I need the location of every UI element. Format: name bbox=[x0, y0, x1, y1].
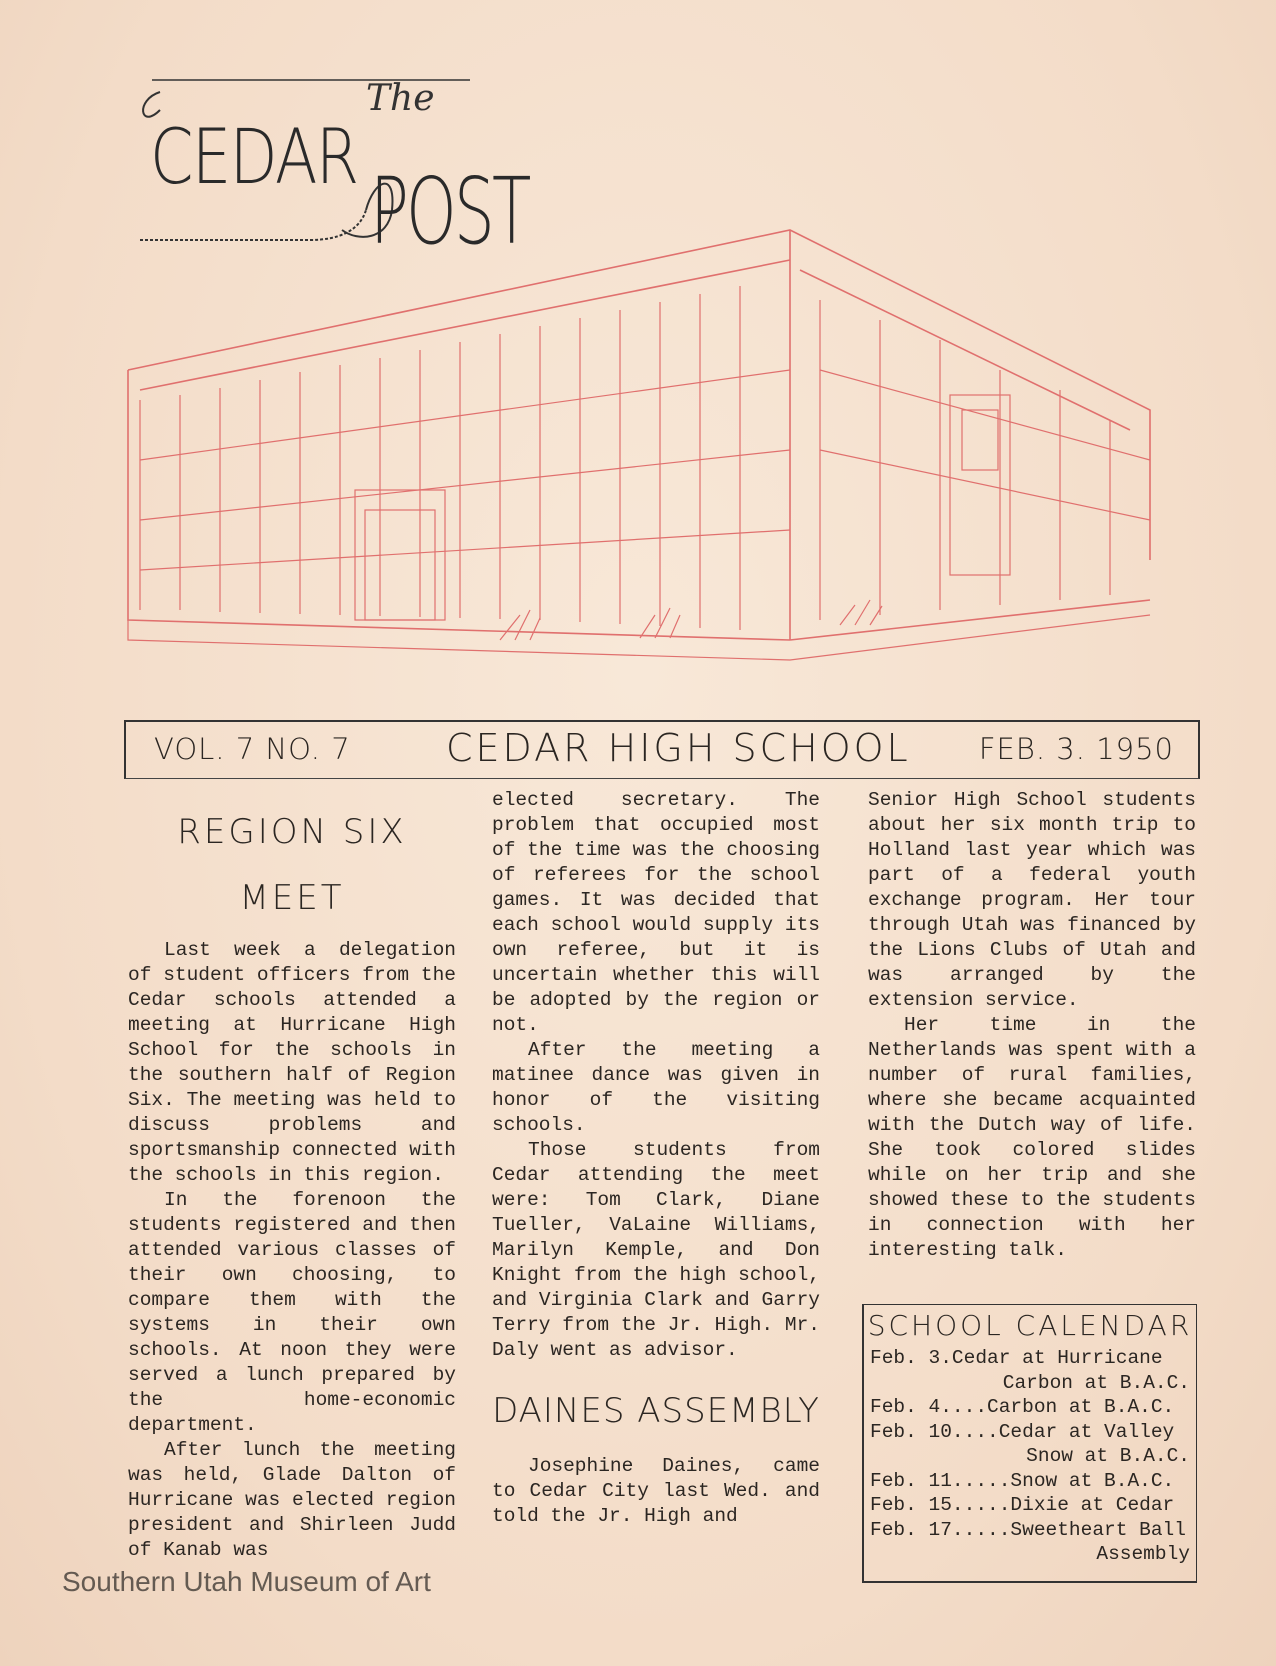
column-1 bbox=[128, 788, 456, 1563]
article-paragraph: Josephine Daines, came to Cedar City last Wed. and told the Jr. High and bbox=[492, 1455, 820, 1527]
school-calendar-box bbox=[862, 1304, 1197, 1583]
volume-number: VOL. 7 NO. 7 bbox=[154, 732, 351, 766]
masthead-post: POST bbox=[370, 158, 529, 265]
headline-meet: MEET bbox=[239, 878, 345, 918]
calendar-row: Feb. 3.Cedar at Hurricane bbox=[870, 1347, 1163, 1369]
calendar-row: Assembly bbox=[1096, 1543, 1190, 1565]
calendar-row: Feb. 4....Carbon at B.A.C. bbox=[870, 1396, 1175, 1418]
headline-daines-assembly: DAINES ASSEMBLY bbox=[492, 1391, 820, 1431]
column-2 bbox=[492, 788, 820, 1529]
article-paragraph: Last week a delegation of student officers from the Cedar schools attended a meeting at Hurricane High School for the schools in the southern half of Region Six. The meeting was held to discuss problems and sportsmanship connected with the schools in this region. bbox=[128, 939, 456, 1186]
school-name: CEDAR HIGH SCHOOL bbox=[446, 726, 911, 770]
calendar-title: SCHOOL CALENDAR bbox=[867, 1309, 1193, 1342]
article-paragraph: Her time in the Netherlands was spent with a number of rural families, where she became acquainted with the Dutch way of life. She took colored slides while on her trip and she showed these to the students in connection with her interesting talk. bbox=[868, 1014, 1196, 1261]
calendar-row: Feb. 17.....Sweetheart Ball bbox=[870, 1518, 1186, 1541]
article-paragraph: Senior High School students about her six month trip to Holland last year which was part of a federal youth exchange program. Her tour through Utah was financed by the Lions Clubs of Utah and was arranged by the extension service. bbox=[868, 789, 1196, 1011]
article-paragraph: In the forenoon the students registered and then attended various classes of their own choosing, to compare them with the systems in their own schools. At noon they were served a lunch prepared by the home-economic department. bbox=[128, 1189, 456, 1436]
calendar-row: Snow at B.A.C. bbox=[1026, 1445, 1190, 1467]
masthead-cedar: CEDAR bbox=[150, 112, 358, 201]
column-3 bbox=[868, 788, 1196, 1263]
calendar-row: Feb. 15.....Dixie at Cedar bbox=[870, 1494, 1175, 1516]
issue-banner bbox=[124, 720, 1200, 779]
article-paragraph: After lunch the meeting was held, Glade Dalton of Hurricane was elected region president and Shirleen Judd of Kanab was bbox=[128, 1439, 456, 1561]
calendar-row: Feb. 10....Cedar at Valley bbox=[870, 1420, 1175, 1443]
issue-date: FEB. 3. 1950 bbox=[978, 732, 1174, 766]
masthead-the: The bbox=[366, 78, 435, 119]
museum-watermark: Southern Utah Museum of Art bbox=[62, 1566, 431, 1597]
calendar-row: Feb. 11.....Snow at B.A.C. bbox=[870, 1469, 1175, 1492]
headline-region-six: REGION SIX bbox=[177, 812, 407, 852]
school-building-illustration bbox=[120, 220, 1220, 700]
article-paragraph: elected secretary. The problem that occupied most of the time was the choosing of referees for the school games. It was decided that each school would supply its own referee, but it is uncertain whether this will be adopted by the region or not. bbox=[492, 789, 820, 1036]
article-paragraph: After the meeting a matinee dance was given in honor of the visiting schools. bbox=[492, 1039, 820, 1136]
article-paragraph: Those students from Cedar attending the meet were: Tom Clark, Diane Tueller, VaLaine Williams, Marilyn Kemple, and Don Knight from the high school, and Virginia Clark and Garry Terry from the Jr. High. Mr. Daly went as advisor. bbox=[492, 1139, 820, 1361]
calendar-row: Carbon at B.A.C. bbox=[1002, 1371, 1190, 1394]
